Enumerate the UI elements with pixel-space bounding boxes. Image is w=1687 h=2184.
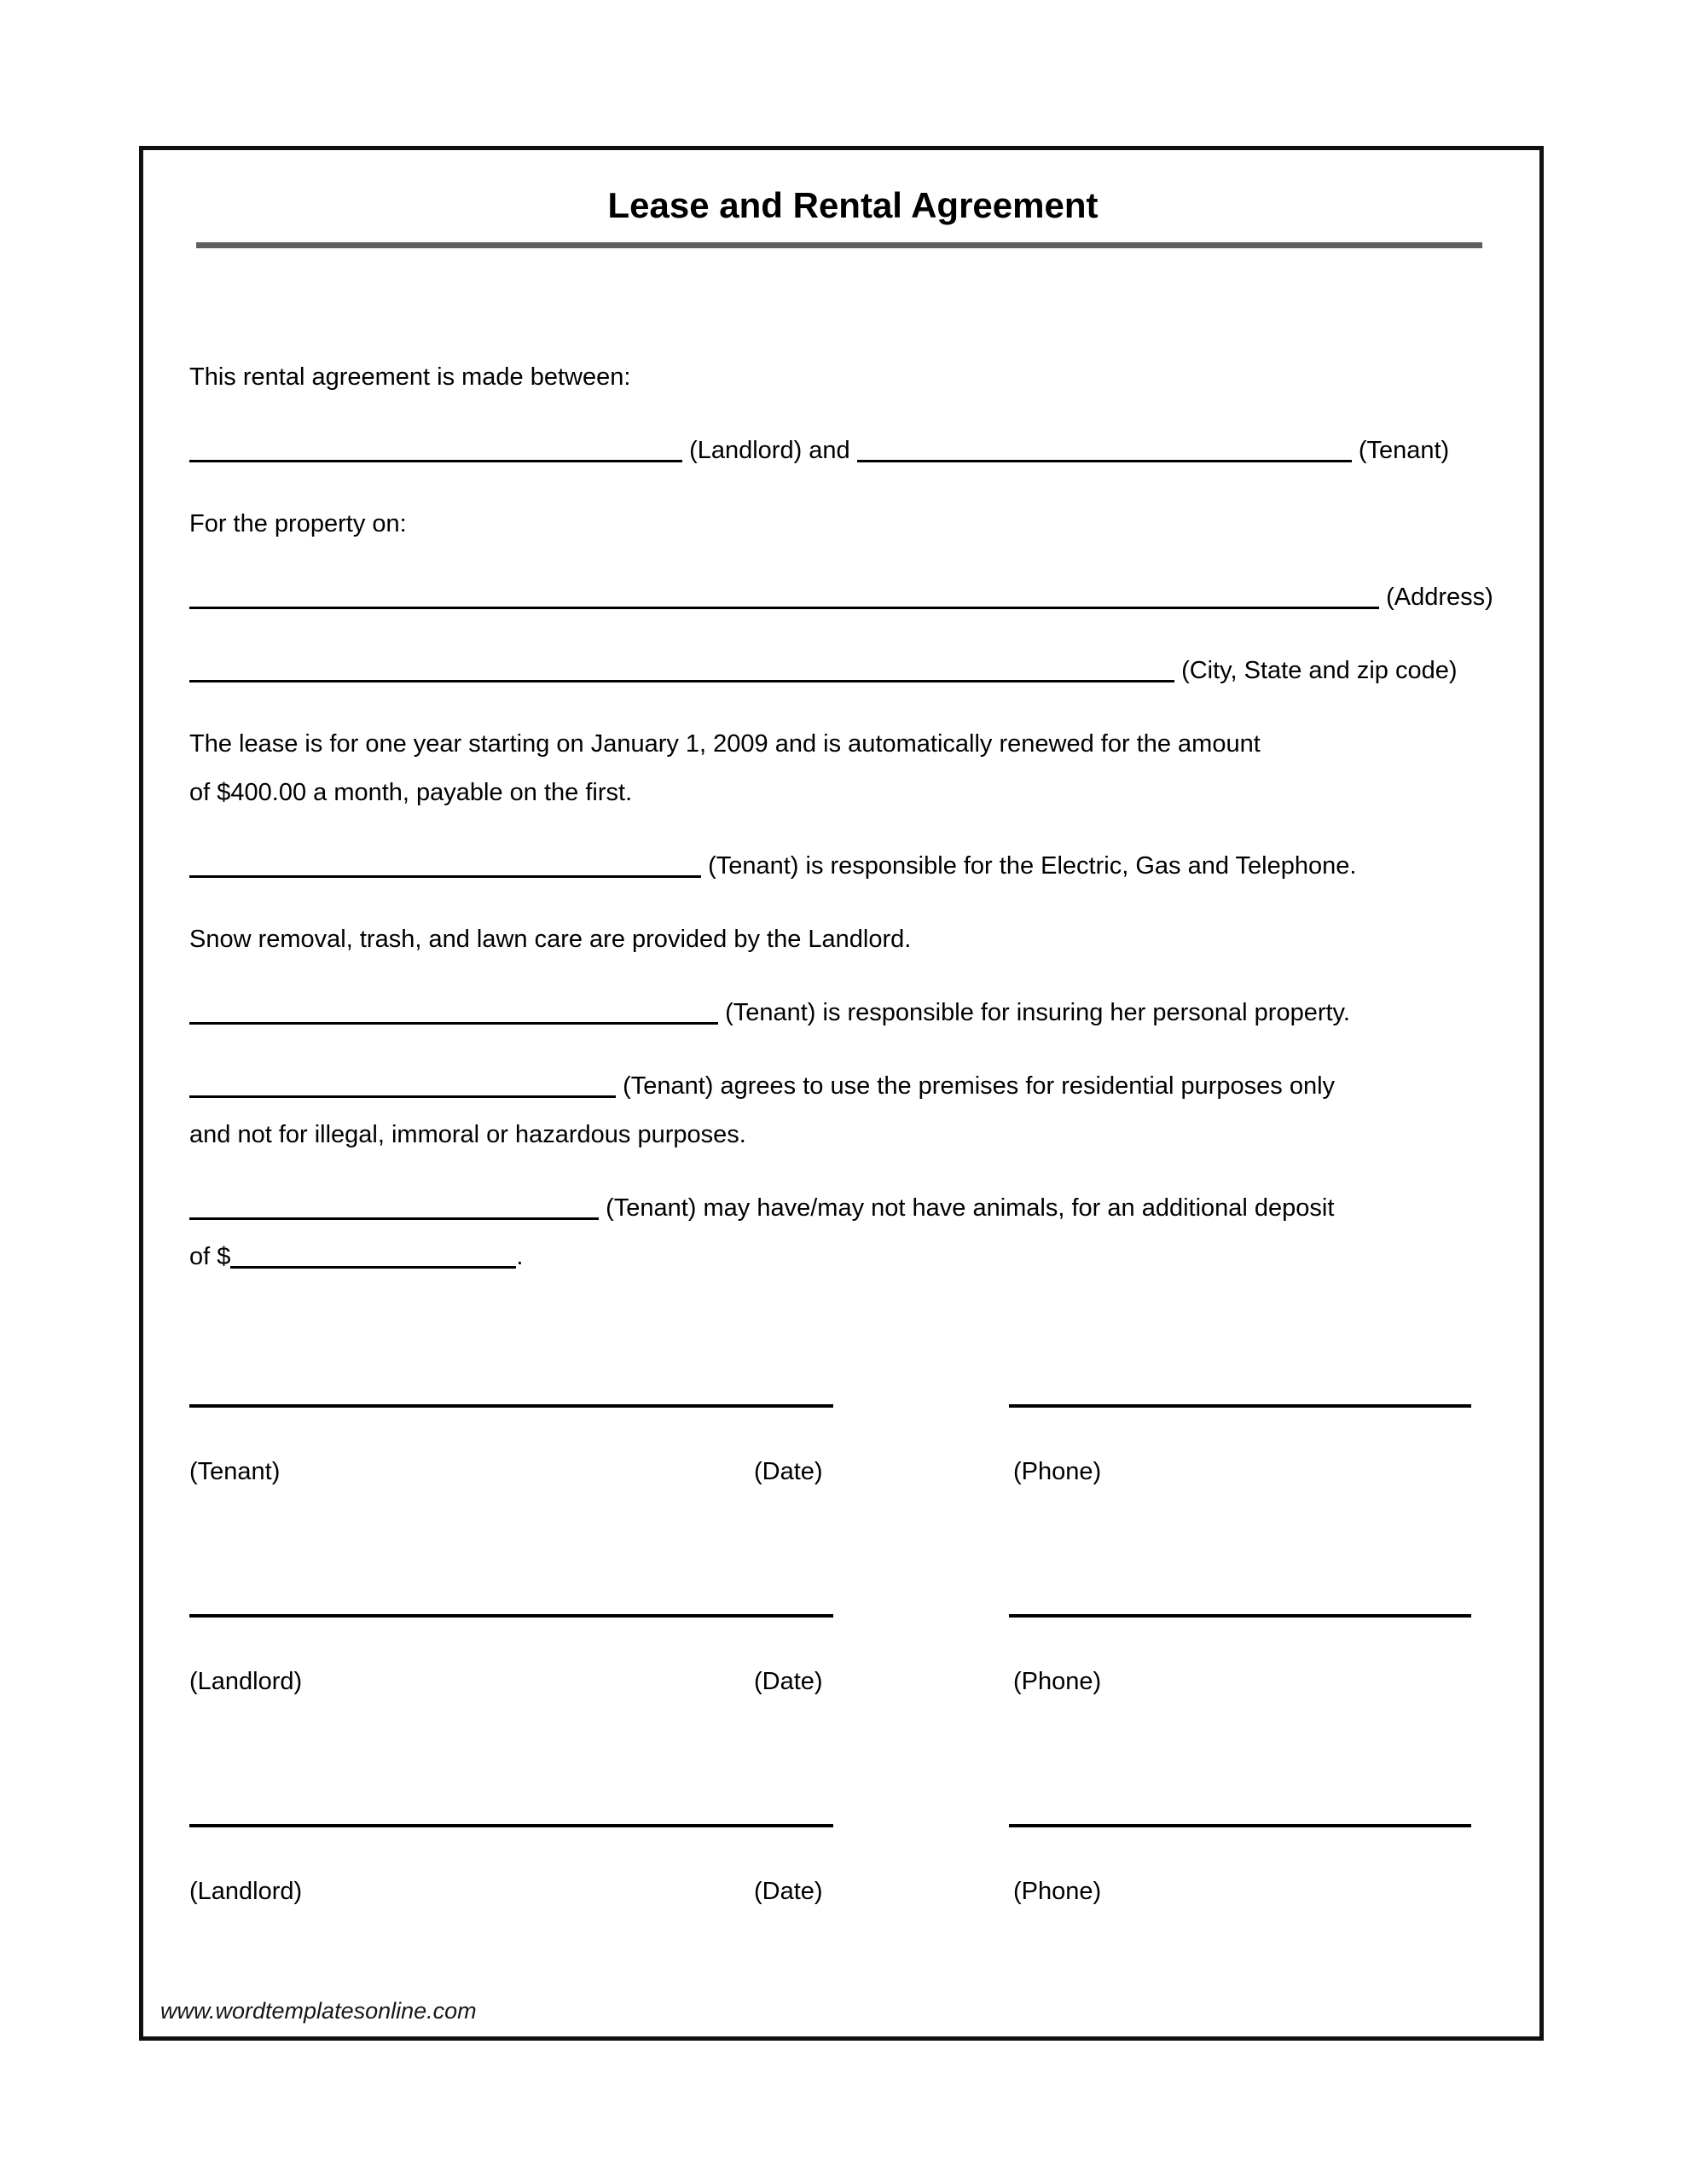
landlord-name-blank [189, 434, 682, 462]
address-label: (Address) [1386, 584, 1493, 611]
deposit-amount-blank [230, 1240, 516, 1269]
tenant-party-label: (Tenant) [189, 1458, 281, 1485]
lease-terms-paragraph [189, 720, 1516, 817]
address-blank [189, 581, 1379, 609]
landlord1-signature-line [189, 1614, 833, 1618]
landlord2-phone-label: (Phone) [1013, 1878, 1102, 1905]
insurance-tenant-blank [189, 996, 718, 1025]
address-row [189, 573, 1516, 622]
tenant-signature-line [189, 1404, 833, 1408]
intro-paragraph [189, 353, 1516, 402]
insurance-row [189, 989, 1516, 1037]
landlord-signature-row-1 [189, 1614, 1516, 1742]
insurance-clause: (Tenant) is responsible for insuring her personal property. [725, 999, 1350, 1026]
landlord1-phone-line [1009, 1614, 1471, 1618]
utilities-tenant-blank [189, 850, 701, 878]
parties-row [189, 427, 1516, 475]
animals-tenant-blank [189, 1192, 599, 1220]
property-heading-row [189, 500, 1516, 549]
tenant-phone-label: (Phone) [1013, 1458, 1102, 1485]
utilities-row [189, 842, 1516, 891]
landlord2-phone-line [1009, 1824, 1471, 1827]
lease-terms-line2: of $400.00 a month, payable on the first. [189, 779, 633, 806]
website-footer: www.wordtemplatesonline.com [160, 1998, 477, 2024]
residential-clause-line2: and not for illegal, immoral or hazardous purposes. [189, 1121, 746, 1148]
residential-clause-line1: (Tenant) agrees to use the premises for residential purposes only [623, 1072, 1336, 1100]
deposit-suffix: . [516, 1243, 524, 1270]
tenant-name-blank [857, 434, 1352, 462]
landlord1-party-label: (Landlord) [189, 1668, 303, 1695]
landlord2-party-label: (Landlord) [189, 1878, 303, 1905]
deposit-line [189, 1233, 1516, 1281]
landlord-label: (Landlord) and [689, 437, 850, 464]
utilities-clause: (Tenant) is responsible for the Electric, Gas and Telephone. [708, 852, 1357, 880]
tenant-phone-line [1009, 1404, 1471, 1408]
services-row [189, 915, 1516, 964]
landlord1-phone-label: (Phone) [1013, 1668, 1102, 1695]
tenant-label: (Tenant) [1358, 437, 1450, 464]
residential-use-paragraph [189, 1062, 1516, 1159]
services-clause: Snow removal, trash, and lawn care are provided by the Landlord. [189, 926, 912, 953]
tenant-date-label: (Date) [754, 1458, 823, 1485]
city-state-zip-row [189, 647, 1516, 695]
page-title: Lease and Rental Agreement [607, 185, 1099, 225]
residential-tenant-blank [189, 1070, 616, 1098]
landlord-signature-row-2 [189, 1824, 1516, 1952]
property-heading: For the property on: [189, 510, 407, 537]
lease-agreement-page [139, 146, 1544, 2041]
landlord2-signature-line [189, 1824, 833, 1827]
tenant-signature-row [189, 1404, 1516, 1532]
animals-paragraph [189, 1184, 1516, 1281]
intro-text: This rental agreement is made between: [189, 363, 631, 391]
signature-section [189, 1404, 1516, 1952]
landlord2-date-label: (Date) [754, 1878, 823, 1905]
city-state-zip-blank [189, 654, 1174, 682]
title-underline-rule [196, 242, 1482, 248]
animals-clause-line1: (Tenant) may have/may not have animals, for an additional deposit [606, 1194, 1335, 1222]
deposit-prefix: of $ [189, 1243, 231, 1270]
landlord1-date-label: (Date) [754, 1668, 823, 1695]
lease-terms-line1: The lease is for one year starting on January 1, 2009 and is automatically renewed for the amount [189, 730, 1261, 758]
city-state-zip-label: (City, State and zip code) [1181, 657, 1458, 684]
